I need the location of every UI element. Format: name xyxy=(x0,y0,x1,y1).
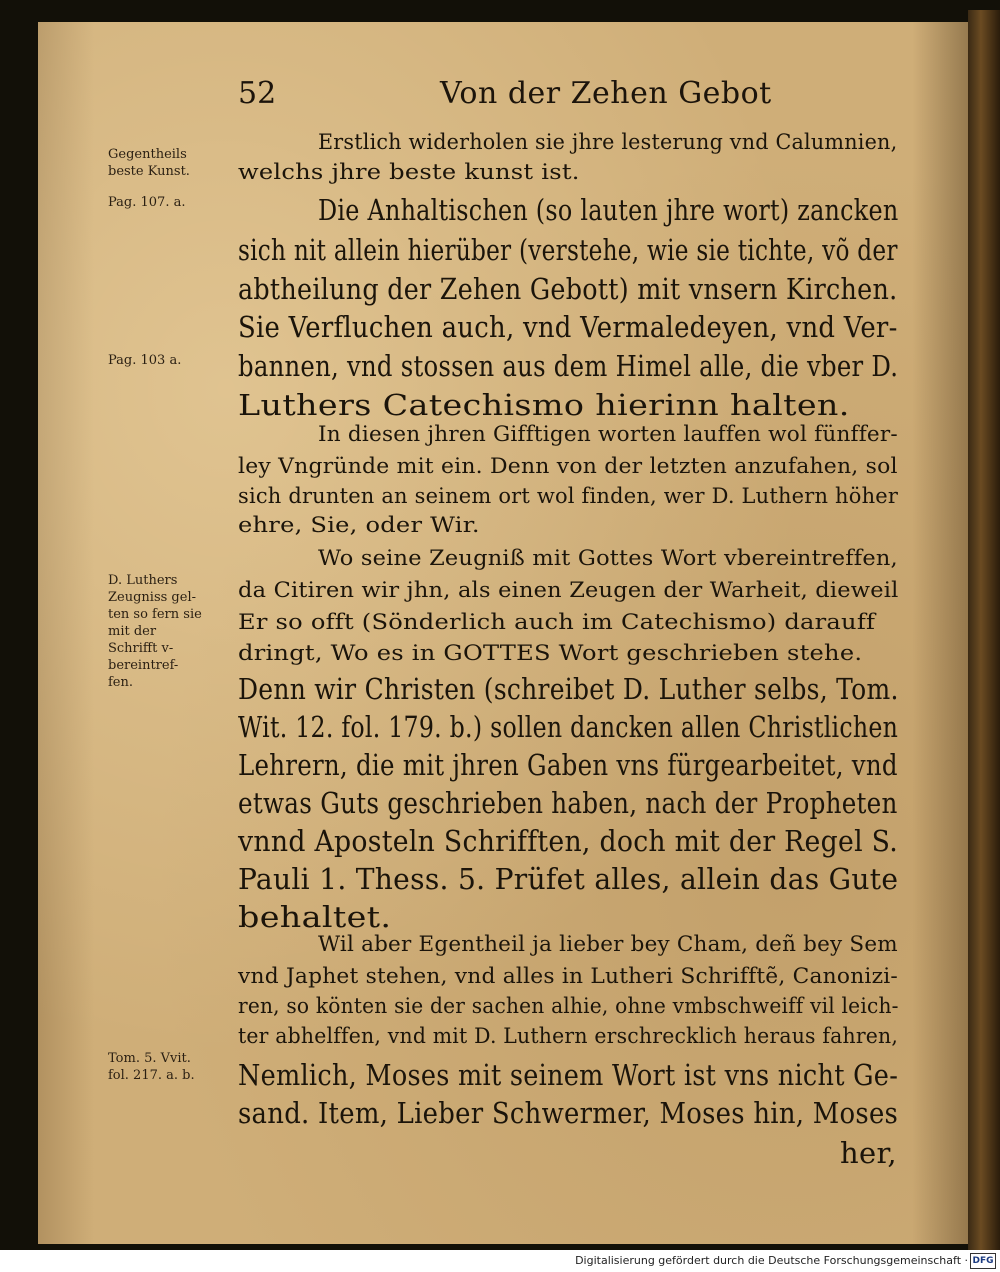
margin-note-line: Gegentheils xyxy=(108,147,187,162)
text-line: Er so offt (Sönderlich auch im Catechismo) darauff xyxy=(238,610,876,634)
margin-note-line: Tom. 5. Vvit. xyxy=(108,1051,191,1066)
text-line: Lehrern, die mit jhren Gaben vns fürgearbeitet, vnd xyxy=(238,748,898,782)
text-line: ter abhelffen, vnd mit D. Luthern erschrecklich heraus fahren, xyxy=(238,1024,899,1048)
margin-note-line: Zeugniss gel- xyxy=(108,590,196,605)
text-line: Die Anhaltischen (so lauten jhre wort) zancken xyxy=(318,193,899,227)
text-line: ehre, Sie, oder Wir. xyxy=(238,513,480,537)
margin-note-line: bereintref- xyxy=(108,658,179,673)
text-line: her, xyxy=(840,1136,897,1170)
text-line: Wit. 12. fol. 179. b.) sollen dancken allen Christlichen xyxy=(238,710,899,744)
footer-credit: Digitalisierung gefördert durch die Deutsche Forschungsgemeinschaft · xyxy=(575,1254,968,1267)
text-line: sand. Item, Lieber Schwermer, Moses hin, Moses xyxy=(238,1096,899,1130)
text-line: sich nit allein hierüber (verstehe, wie sie tichte, võ der xyxy=(238,233,898,267)
margin-note xyxy=(108,1050,195,1084)
margin-note-line: Pag. 103 a. xyxy=(108,353,182,368)
text-line: Wo seine Zeugniß mit Gottes Wort vbereintreffen, xyxy=(318,546,898,570)
text-line: Sie Verfluchen auch, vnd Vermaledeyen, vnd Ver- xyxy=(238,310,898,344)
margin-note xyxy=(108,572,202,691)
text-line: ren, so könten sie der sachen alhie, ohne vmbschweiff vil leich- xyxy=(238,994,899,1018)
text-line: Wil aber Egentheil ja lieber bey Cham, deñ bey Sem xyxy=(318,932,898,956)
text-line: Pauli 1. Thess. 5. Prüfet alles, allein das Gute xyxy=(238,862,899,896)
margin-note xyxy=(108,352,181,369)
text-line: ley Vngründe mit ein. Denn von der letzten anzufahen, sol xyxy=(238,454,898,478)
margin-note-line: Schrifft v- xyxy=(108,641,174,656)
text-line: sich drunten an seinem ort wol finden, wer D. Luthern höher xyxy=(238,484,899,508)
text-line: Erstlich widerholen sie jhre lesterung vnd Calumnien, xyxy=(318,130,898,154)
text-line: dringt, Wo es in GOTTES Wort geschrieben stehe. xyxy=(238,641,863,665)
text-line: Luthers Catechismo hierinn halten. xyxy=(238,388,850,422)
margin-note xyxy=(108,194,185,211)
dfg-logo: DFG xyxy=(970,1253,996,1269)
margin-note-line: fol. 217. a. b. xyxy=(108,1068,195,1083)
book-edge xyxy=(968,10,1000,1250)
margin-note-line: D. Luthers xyxy=(108,573,178,588)
text-line: vnnd Aposteln Schrifften, doch mit der Regel S. xyxy=(238,824,899,858)
margin-note-line: ten so fern sie xyxy=(108,607,202,622)
text-line: welchs jhre beste kunst ist. xyxy=(238,160,580,184)
footer xyxy=(0,1250,1000,1272)
page-number: 52 xyxy=(238,76,277,111)
text-line: Nemlich, Moses mit seinem Wort ist vns nicht Ge- xyxy=(238,1058,899,1092)
margin-note-line: fen. xyxy=(108,675,134,690)
text-line: vnd Japhet stehen, vnd alles in Lutheri Schrifftẽ, Canonizi- xyxy=(238,964,898,988)
text-line: bannen, vnd stossen aus dem Himel alle, die vber D. xyxy=(238,349,899,383)
margin-note-line: beste Kunst. xyxy=(108,164,190,179)
text-line: In diesen jhren Gifftigen worten lauffen wol fünffer- xyxy=(318,422,898,446)
running-head: Von der Zehen Gebot xyxy=(440,76,772,111)
text-line: etwas Guts geschrieben haben, nach der Propheten xyxy=(238,786,898,820)
text-line: behaltet. xyxy=(238,900,392,934)
margin-note-line: Pag. 107. a. xyxy=(108,195,186,210)
margin-note xyxy=(108,146,190,180)
text-line: Denn wir Christen (schreibet D. Luther selbs, Tom. xyxy=(238,672,899,706)
text-line: da Citiren wir jhn, als einen Zeugen der Warheit, dieweil xyxy=(238,578,899,602)
text-line: abtheilung der Zehen Gebott) mit vnsern Kirchen. xyxy=(238,272,898,306)
margin-note-line: mit der xyxy=(108,624,157,639)
